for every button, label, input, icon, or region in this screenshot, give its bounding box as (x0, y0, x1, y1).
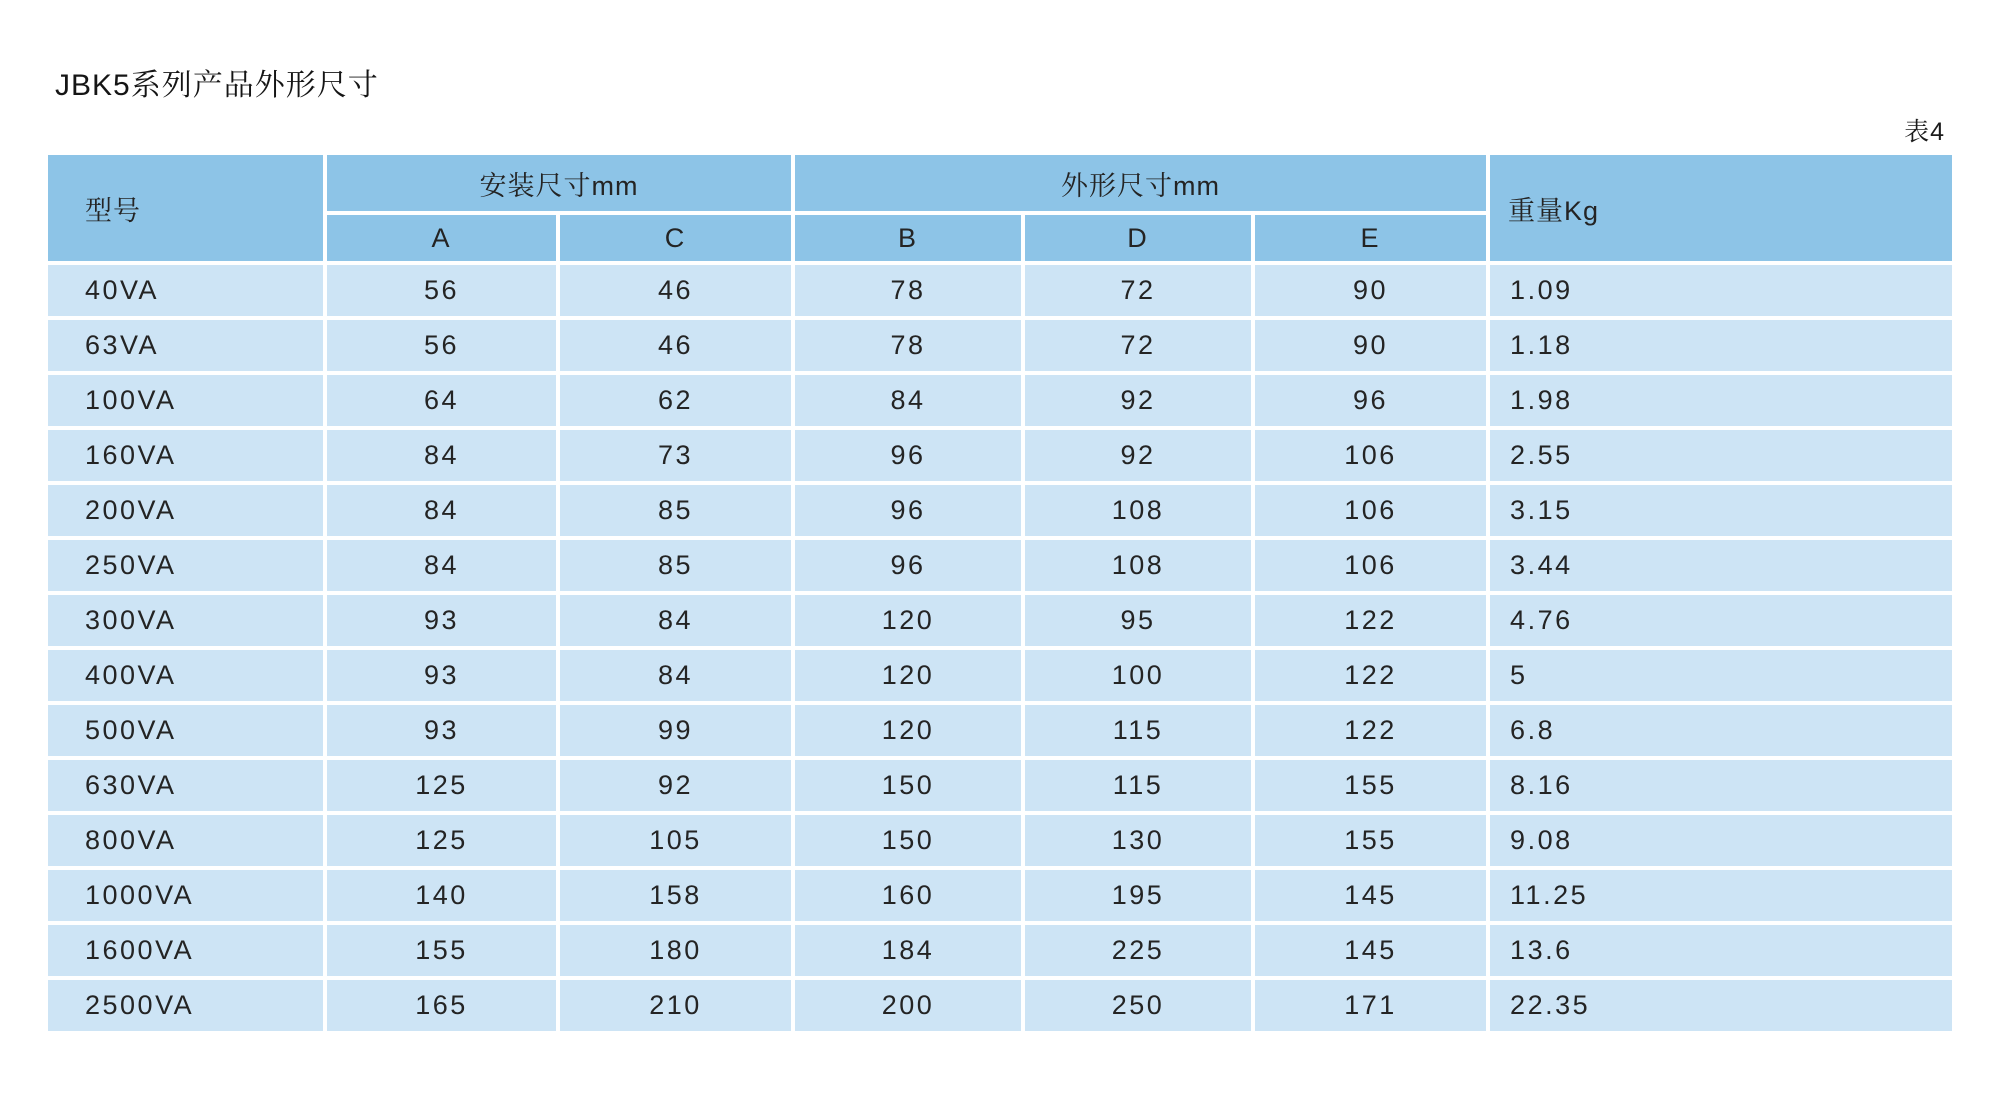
dim-d-cell: 225 (1025, 925, 1251, 976)
weight-cell: 9.08 (1490, 815, 1952, 866)
dim-d-cell: 92 (1025, 375, 1251, 426)
table-body (48, 265, 1952, 1031)
dim-d-cell: 195 (1025, 870, 1251, 921)
dim-c-cell: 84 (560, 595, 791, 646)
dim-c-cell: 85 (560, 540, 791, 591)
table-row (48, 760, 1952, 811)
dim-d-cell: 100 (1025, 650, 1251, 701)
dim-c-cell: 62 (560, 375, 791, 426)
dim-b-cell: 200 (795, 980, 1021, 1031)
header-row-groups (48, 155, 1952, 211)
dim-b-cell: 120 (795, 595, 1021, 646)
dim-c-cell: 46 (560, 265, 791, 316)
weight-cell: 22.35 (1490, 980, 1952, 1031)
model-cell: 400VA (48, 650, 323, 701)
dim-e-cell: 90 (1255, 265, 1486, 316)
table-row (48, 430, 1952, 481)
weight-cell: 2.55 (1490, 430, 1952, 481)
dim-b-cell: 120 (795, 650, 1021, 701)
dim-b-cell: 96 (795, 540, 1021, 591)
model-cell: 300VA (48, 595, 323, 646)
weight-cell: 8.16 (1490, 760, 1952, 811)
dim-c-cell: 180 (560, 925, 791, 976)
dim-e-cell: 122 (1255, 595, 1486, 646)
table-row (48, 925, 1952, 976)
dim-d-cell: 95 (1025, 595, 1251, 646)
table-row (48, 540, 1952, 591)
col-header-d: D (1025, 215, 1251, 261)
dim-b-cell: 96 (795, 430, 1021, 481)
weight-cell: 1.09 (1490, 265, 1952, 316)
dim-a-cell: 165 (327, 980, 556, 1031)
model-cell: 1000VA (48, 870, 323, 921)
table-row (48, 870, 1952, 921)
col-header-b: B (795, 215, 1021, 261)
col-header-e: E (1255, 215, 1486, 261)
dim-b-cell: 96 (795, 485, 1021, 536)
dim-d-cell: 108 (1025, 485, 1251, 536)
model-cell: 63VA (48, 320, 323, 371)
col-header-weight: 重量Kg (1490, 155, 1952, 261)
table-row (48, 650, 1952, 701)
weight-cell: 1.18 (1490, 320, 1952, 371)
dim-d-cell: 115 (1025, 760, 1251, 811)
dim-a-cell: 56 (327, 320, 556, 371)
table-row (48, 265, 1952, 316)
dim-a-cell: 93 (327, 705, 556, 756)
dim-a-cell: 93 (327, 650, 556, 701)
weight-cell: 1.98 (1490, 375, 1952, 426)
dim-d-cell: 250 (1025, 980, 1251, 1031)
dim-b-cell: 84 (795, 375, 1021, 426)
dim-e-cell: 171 (1255, 980, 1486, 1031)
dim-c-cell: 46 (560, 320, 791, 371)
col-group-install-dims: 安装尺寸mm (327, 155, 791, 211)
col-group-outline-dims: 外形尺寸mm (795, 155, 1486, 211)
dim-d-cell: 92 (1025, 430, 1251, 481)
weight-cell: 3.44 (1490, 540, 1952, 591)
dim-c-cell: 84 (560, 650, 791, 701)
model-cell: 630VA (48, 760, 323, 811)
table-row (48, 815, 1952, 866)
dim-a-cell: 155 (327, 925, 556, 976)
dim-b-cell: 78 (795, 320, 1021, 371)
weight-cell: 4.76 (1490, 595, 1952, 646)
dim-b-cell: 150 (795, 760, 1021, 811)
table-header (48, 155, 1952, 261)
model-cell: 1600VA (48, 925, 323, 976)
dim-b-cell: 150 (795, 815, 1021, 866)
dim-d-cell: 108 (1025, 540, 1251, 591)
dim-e-cell: 106 (1255, 430, 1486, 481)
dim-c-cell: 73 (560, 430, 791, 481)
dim-d-cell: 72 (1025, 320, 1251, 371)
dim-e-cell: 145 (1255, 925, 1486, 976)
page-title: JBK5系列产品外形尺寸 (55, 69, 379, 102)
model-cell: 40VA (48, 265, 323, 316)
table-row (48, 320, 1952, 371)
dim-d-cell: 115 (1025, 705, 1251, 756)
dim-c-cell: 210 (560, 980, 791, 1031)
weight-cell: 6.8 (1490, 705, 1952, 756)
dim-b-cell: 78 (795, 265, 1021, 316)
dim-c-cell: 92 (560, 760, 791, 811)
weight-cell: 11.25 (1490, 870, 1952, 921)
dim-a-cell: 56 (327, 265, 556, 316)
model-cell: 100VA (48, 375, 323, 426)
dim-e-cell: 155 (1255, 815, 1486, 866)
dim-a-cell: 84 (327, 485, 556, 536)
table-row (48, 375, 1952, 426)
table-row (48, 485, 1952, 536)
model-cell: 160VA (48, 430, 323, 481)
spec-table (44, 151, 1956, 1035)
dim-c-cell: 85 (560, 485, 791, 536)
model-cell: 2500VA (48, 980, 323, 1031)
table-number-label: 表4 (1904, 118, 1945, 146)
dim-e-cell: 155 (1255, 760, 1486, 811)
dim-e-cell: 90 (1255, 320, 1486, 371)
col-header-model: 型号 (48, 155, 323, 261)
dim-e-cell: 106 (1255, 485, 1486, 536)
dim-a-cell: 84 (327, 540, 556, 591)
dim-c-cell: 99 (560, 705, 791, 756)
table-row (48, 595, 1952, 646)
dim-e-cell: 145 (1255, 870, 1486, 921)
model-cell: 800VA (48, 815, 323, 866)
dim-a-cell: 140 (327, 870, 556, 921)
dim-a-cell: 93 (327, 595, 556, 646)
table-row (48, 980, 1952, 1031)
weight-cell: 5 (1490, 650, 1952, 701)
table-row (48, 705, 1952, 756)
col-header-a: A (327, 215, 556, 261)
dim-b-cell: 184 (795, 925, 1021, 976)
dim-b-cell: 120 (795, 705, 1021, 756)
model-cell: 200VA (48, 485, 323, 536)
dim-d-cell: 72 (1025, 265, 1251, 316)
dim-a-cell: 125 (327, 760, 556, 811)
dim-c-cell: 158 (560, 870, 791, 921)
dim-e-cell: 106 (1255, 540, 1486, 591)
dim-a-cell: 125 (327, 815, 556, 866)
dim-d-cell: 130 (1025, 815, 1251, 866)
dim-e-cell: 122 (1255, 650, 1486, 701)
dim-a-cell: 64 (327, 375, 556, 426)
model-cell: 250VA (48, 540, 323, 591)
col-header-c: C (560, 215, 791, 261)
dim-b-cell: 160 (795, 870, 1021, 921)
weight-cell: 3.15 (1490, 485, 1952, 536)
dim-c-cell: 105 (560, 815, 791, 866)
weight-cell: 13.6 (1490, 925, 1952, 976)
dim-e-cell: 122 (1255, 705, 1486, 756)
dim-e-cell: 96 (1255, 375, 1486, 426)
dim-a-cell: 84 (327, 430, 556, 481)
model-cell: 500VA (48, 705, 323, 756)
